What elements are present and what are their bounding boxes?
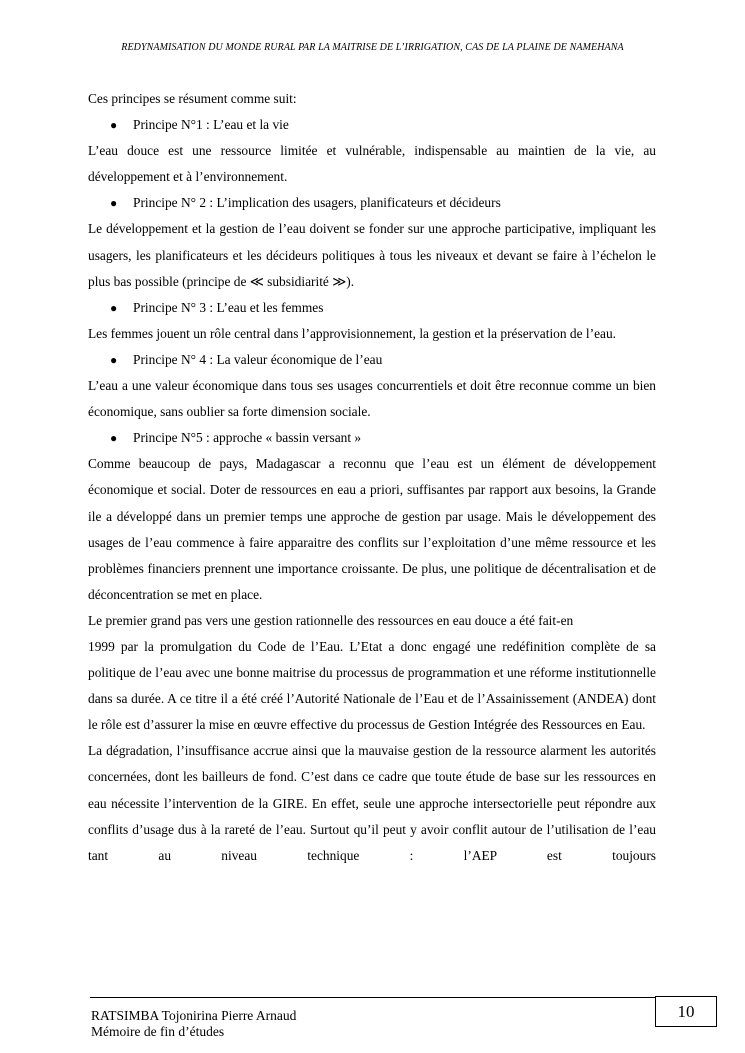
bullet-icon: ● bbox=[110, 352, 118, 367]
bullet-icon: ● bbox=[110, 118, 118, 133]
bullet-icon: ● bbox=[110, 431, 118, 446]
bullet-label: Principe N° 2 : L’implication des usagers, planificateurs et décideurs bbox=[133, 195, 501, 211]
bullet-label: Principe N° 4 : La valeur économique de l’eau bbox=[133, 351, 383, 367]
paragraph-4: L’eau a une valeur économique dans tous ses usages concurrentiels et doit être reconnue comme un bien économique, sans oublier sa forte dimension sociale. bbox=[88, 378, 656, 420]
main-content bbox=[88, 86, 656, 869]
footer bbox=[91, 1008, 296, 1040]
paragraph-6-first-line: Le premier grand pas vers une gestion rationnelle des ressources en eau douce a été fait-en bbox=[88, 612, 574, 628]
bullet-label: Principe N°5 : approche « bassin versant » bbox=[133, 430, 362, 446]
bullet-principle-2 bbox=[88, 190, 656, 216]
paragraph-7: La dégradation, l’insuffisance accrue ainsi que la mauvaise gestion de la ressource alarment les autorités concernées, dont les bailleurs de fond. C’est dans ce cadre que toute étude de base sur les ressources en eau nécessite l’intervention de la GIRE. En effet, seule une approche intersectorielle peut répondre aux conflits d’usage dus à la rareté de l’eau. Surtout qu’il peut y avoir conflit autour de l’utilisation de l’eau tant au niveau technique : l’AEP est toujours bbox=[88, 743, 656, 863]
paragraph-3: Les femmes jouent un rôle central dans l’approvisionnement, la gestion et la préservation de l’eau. bbox=[88, 325, 617, 341]
footer-divider bbox=[90, 997, 656, 998]
bullet-icon: ● bbox=[110, 300, 118, 315]
footer-subtitle: Mémoire de fin d’études bbox=[91, 1024, 225, 1039]
bullet-label: Principe N°1 : L’eau et la vie bbox=[133, 117, 289, 133]
bullet-principle-4 bbox=[88, 347, 656, 373]
intro-text: Ces principes se résument comme suit: bbox=[88, 91, 297, 106]
bullet-label: Principe N° 3 : L’eau et les femmes bbox=[133, 299, 324, 315]
bullet-principle-5 bbox=[88, 425, 656, 451]
running-header: REDYNAMISATION DU MONDE RURAL PAR LA MAITRISE DE L’IRRIGATION, CAS DE LA PLAINE DE NAMEHANA bbox=[121, 42, 624, 53]
paragraph-2: Le développement et la gestion de l’eau doivent se fonder sur une approche participative, impliquant les usagers, les planificateurs et les décideurs politiques à tous les niveaux et devant se faire à l’échelon le plus bas possible (principe de ≪ subsidiarité ≫). bbox=[88, 221, 656, 289]
bullet-icon: ● bbox=[110, 196, 118, 211]
paragraph-5: Comme beaucoup de pays, Madagascar a reconnu que l’eau est un élément de développement économique et social. Doter de ressources en eau a priori, suffisantes par rapport aux besoins, la Grande ile a développé dans un premier temps une approche de gestion par usage. Mais le développement des usages de l’eau commence à faire apparaitre des conflits sur l’exploitation d’une même ressource et les problèmes financiers prennent une importance croissante. De plus, une politique de décentralisation et de déconcentration se met en place. bbox=[88, 456, 656, 602]
bullet-principle-3 bbox=[88, 295, 656, 321]
page-number: 10 bbox=[655, 996, 717, 1027]
paragraph-1: L’eau douce est une ressource limitée et vulnérable, indispensable au maintien de la vie, au développement et à l’environnement. bbox=[88, 143, 656, 185]
footer-author: RATSIMBA Tojonirina Pierre Arnaud bbox=[91, 1008, 297, 1023]
bullet-principle-1 bbox=[88, 112, 656, 138]
paragraph-6: 1999 par la promulgation du Code de l’Eau. L’Etat a donc engagé une redéfinition complète de sa politique de l’eau avec une bonne maitrise du processus de programmation et une réforme institutionnelle dans sa durée. A ce titre il a été créé l’Autorité Nationale de l’Eau et de l’Assainissement (ANDEA) dont le rôle est d’assurer la mise en œuvre effective du processus de Gestion Intégrée des Ressources en Eau. bbox=[88, 638, 656, 733]
